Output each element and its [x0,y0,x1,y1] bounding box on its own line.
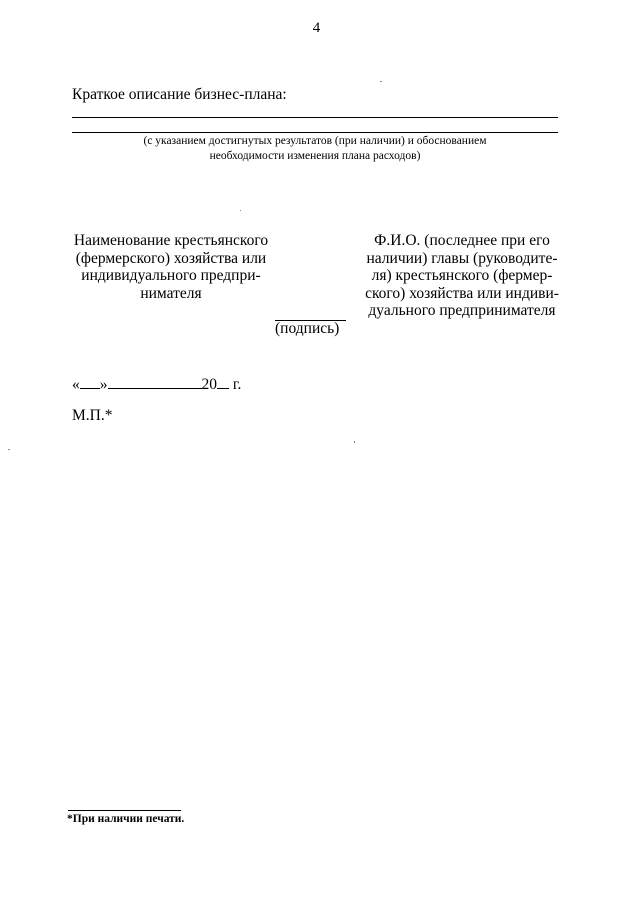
day-blank [80,374,100,389]
head-name-line-5: дуального предпринимателя [368,302,556,320]
footnote-rule [68,810,181,811]
date-field [72,374,241,394]
scan-speck [8,449,10,450]
farm-name-line-3: индивидуального предпри- [81,267,261,285]
year-suffix: г. [232,376,242,393]
caption [72,134,558,164]
year-blank [217,374,229,389]
head-name-line-1: Ф.И.О. (последнее при его [374,232,550,249]
stamp-label: М.П.* [72,407,113,424]
footnote: *При наличии печати. [67,813,185,825]
farm-name-line-1: Наименование крестьянского [73,232,269,249]
scan-speck [240,210,241,211]
head-name-line-4: ского) хозяйства или индиви- [365,284,559,302]
farm-name-block [60,232,282,302]
head-name-line-2: наличии) главы (руководите- [366,249,558,267]
signature-label: (подпись) [275,320,340,337]
blank-line-2 [72,132,558,133]
year-prefix: 20 [201,376,217,393]
caption-line-2: необходимости изменения плана расходов) [209,150,421,162]
scan-speck [380,81,382,82]
head-name-block [338,232,586,320]
blank-line-1 [72,117,558,118]
scan-speck [354,441,355,443]
page-number: 4 [312,20,321,36]
farm-name-line-2: (фермерского) хозяйства или [75,249,267,267]
head-name-line-3: ля) крестьянского (фермер- [371,267,553,285]
page-heading: Краткое описание бизнес-плана: [72,86,287,103]
caption-line-1: (с указанием достигнутых результатов (при наличии) и обоснованием [143,135,487,147]
month-blank [108,374,202,389]
date-close-quote: » [99,376,108,393]
farm-name-line-4: нимателя [140,284,202,302]
date-open-quote: « [72,376,80,393]
